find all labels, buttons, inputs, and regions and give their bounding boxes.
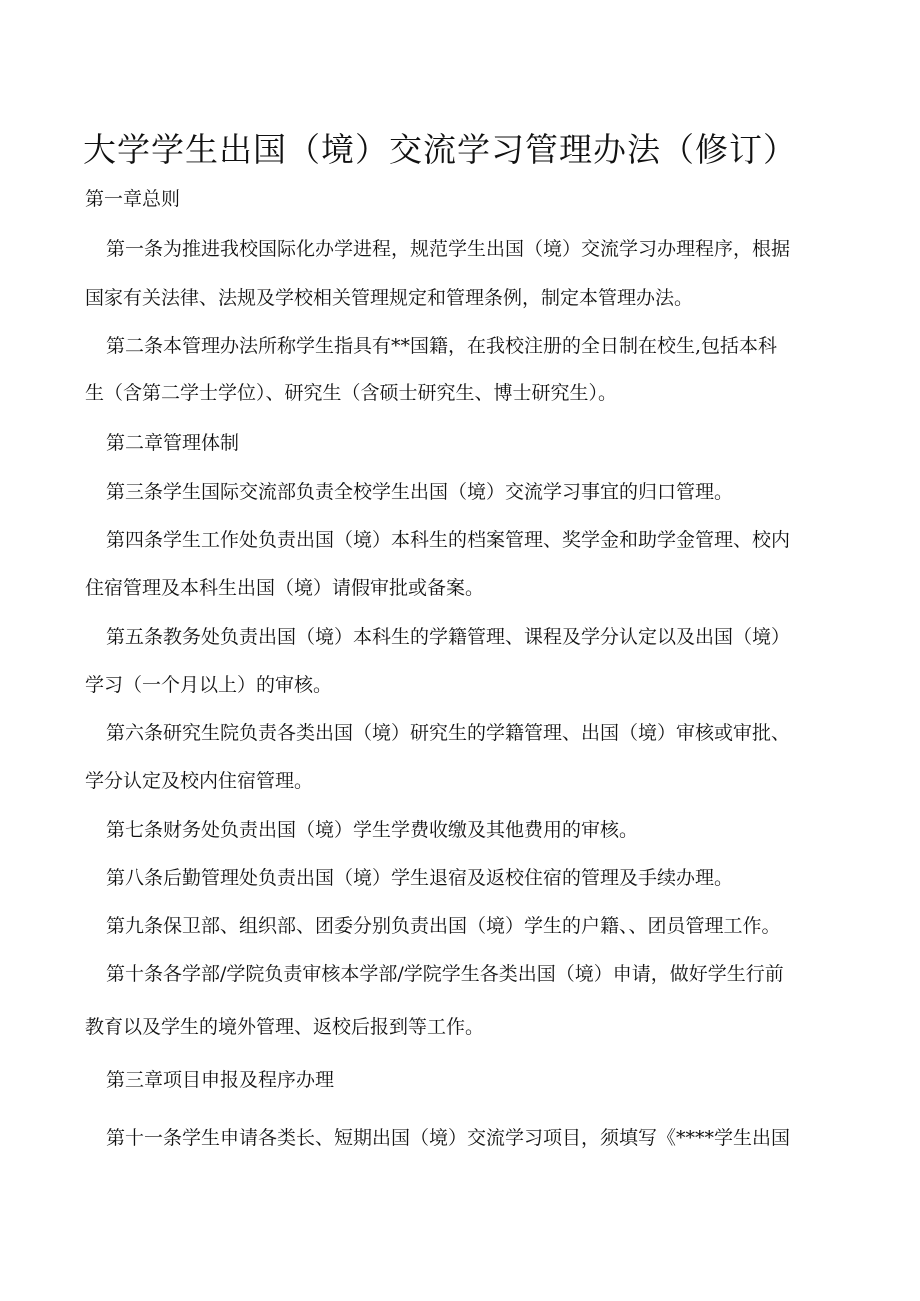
article-6-line-1: 第六条研究生院负责各类出国（境）研究生的学籍管理、出国（境）审核或审批、	[106, 722, 791, 744]
article-10-line-1: 第十条各学部/学院负责审核本学部/学院学生各类出国（境）申请，做好学生行前	[106, 963, 784, 985]
article-4-line-1: 第四条学生工作处负责出国（境）本科生的档案管理、奖学金和助学金管理、校内	[106, 529, 791, 551]
article-5-line-1: 第五条教务处负责出国（境）本科生的学籍管理、课程及学分认定以及出国（境）	[106, 626, 791, 648]
article-5-line-2: 学习（一个月以上）的审核。	[85, 674, 333, 696]
article-2-line-2: 生（含第二学士学位）、研究生（含硕士研究生、博士研究生）。	[85, 382, 618, 404]
chapter-2-heading: 第二章管理体制	[106, 432, 240, 454]
article-2-line-1: 第二条本管理办法所称学生指具有**国籍，在我校注册的全日制在校生,包括本科	[106, 335, 778, 357]
article-1-line-2: 国家有关法律、法规及学校相关管理规定和管理条例，制定本管理办法。	[85, 287, 694, 309]
article-7-line-1: 第七条财务处负责出国（境）学生学费收缴及其他费用的审核。	[106, 819, 639, 841]
article-1-line-1: 第一条为推进我校国际化办学进程，规范学生出国（境）交流学习办理程序，根据	[106, 238, 791, 260]
article-4-line-2: 住宿管理及本科生出国（境）请假审批或备案。	[85, 577, 485, 599]
article-3-line-1: 第三条学生国际交流部负责全校学生出国（境）交流学习事宜的归口管理。	[106, 481, 734, 503]
document-title: 大学学生出国（境）交流学习管理办法（修订）	[83, 130, 797, 169]
article-9-line-1: 第九条保卫部、组织部、团委分别负责出国（境）学生的户籍、、团员管理工作。	[106, 915, 781, 937]
article-6-line-2: 学分认定及校内住宿管理。	[85, 770, 314, 792]
chapter-3-heading: 第三章项目申报及程序办理	[106, 1069, 335, 1091]
article-11-line-1: 第十一条学生申请各类长、短期出国（境）交流学习项目，须填写《****学生出国	[106, 1127, 791, 1149]
article-10-line-2: 教育以及学生的境外管理、返校后报到等工作。	[85, 1016, 485, 1038]
article-8-line-1: 第八条后勤管理处负责出国（境）学生退宿及返校住宿的管理及手续办理。	[106, 867, 734, 889]
chapter-1-heading: 第一章总则	[85, 188, 181, 210]
